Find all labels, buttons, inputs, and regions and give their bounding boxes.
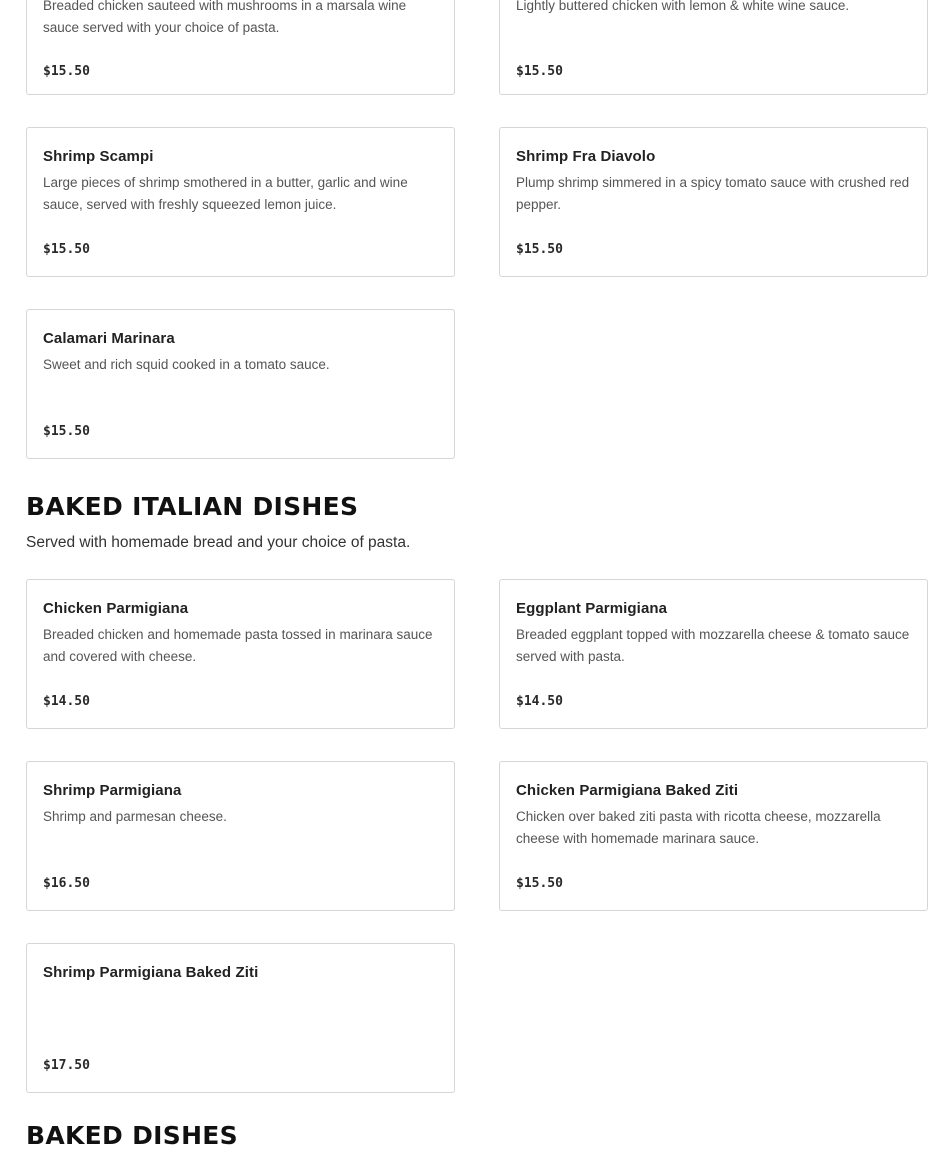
item-description: Plump shrimp simmered in a spicy tomato sauce with crushed red pepper. <box>516 175 910 212</box>
item-price: $15.50 <box>516 64 563 79</box>
item-description: Large pieces of shrimp smothered in a butter, garlic and wine sauce, served with freshly squeezed lemon juice. <box>43 175 408 212</box>
item-description: Chicken over baked ziti pasta with ricotta cheese, mozzarella cheese with homemade marinara sauce. <box>516 809 881 846</box>
item-description: Sweet and rich squid cooked in a tomato sauce. <box>43 357 330 372</box>
menu-item-card[interactable] <box>499 0 928 95</box>
item-price: $15.50 <box>43 242 90 257</box>
menu-item-card[interactable] <box>26 0 455 95</box>
item-name: Shrimp Parmigiana Baked Ziti <box>43 964 259 981</box>
menu-item-card[interactable] <box>499 761 928 911</box>
item-description: Breaded eggplant topped with mozzarella cheese & tomato sauce served with pasta. <box>516 627 910 664</box>
item-price: $14.50 <box>516 694 563 709</box>
menu-item-card[interactable] <box>26 579 455 729</box>
section-subtitle: Served with homemade bread and your choice of pasta. <box>26 534 411 551</box>
item-name: Chicken Parmigiana Baked Ziti <box>516 782 739 799</box>
item-price: $17.50 <box>43 1058 90 1073</box>
item-name: Shrimp Parmigiana <box>43 782 182 799</box>
menu-item-card[interactable] <box>499 579 928 729</box>
section-title: BAKED ITALIAN DISHES <box>26 492 359 521</box>
item-name: Shrimp Fra Diavolo <box>516 148 656 165</box>
item-price: $15.50 <box>516 876 563 891</box>
item-name: Calamari Marinara <box>43 330 175 347</box>
menu-item-card[interactable] <box>26 309 455 459</box>
menu-item-card[interactable] <box>26 127 455 277</box>
item-price: $14.50 <box>43 694 90 709</box>
item-price: $15.50 <box>516 242 563 257</box>
item-name: Shrimp Scampi <box>43 148 154 165</box>
item-price: $15.50 <box>43 64 90 79</box>
item-name: Chicken Parmigiana <box>43 600 189 617</box>
menu-item-card[interactable] <box>26 943 455 1093</box>
item-name: Eggplant Parmigiana <box>516 600 668 617</box>
item-price: $15.50 <box>43 424 90 439</box>
item-description: Lightly buttered chicken with lemon & white wine sauce. <box>516 0 850 13</box>
item-description: Breaded chicken and homemade pasta tossed in marinara sauce and covered with cheese. <box>43 627 433 664</box>
item-description: Breaded chicken sauteed with mushrooms in a marsala wine sauce served with your choice of pasta. <box>43 0 407 35</box>
menu-item-card[interactable] <box>499 127 928 277</box>
menu-item-card[interactable] <box>26 761 455 911</box>
item-description: Shrimp and parmesan cheese. <box>43 809 227 824</box>
item-price: $16.50 <box>43 876 90 891</box>
section-title: BAKED DISHES <box>26 1121 238 1150</box>
